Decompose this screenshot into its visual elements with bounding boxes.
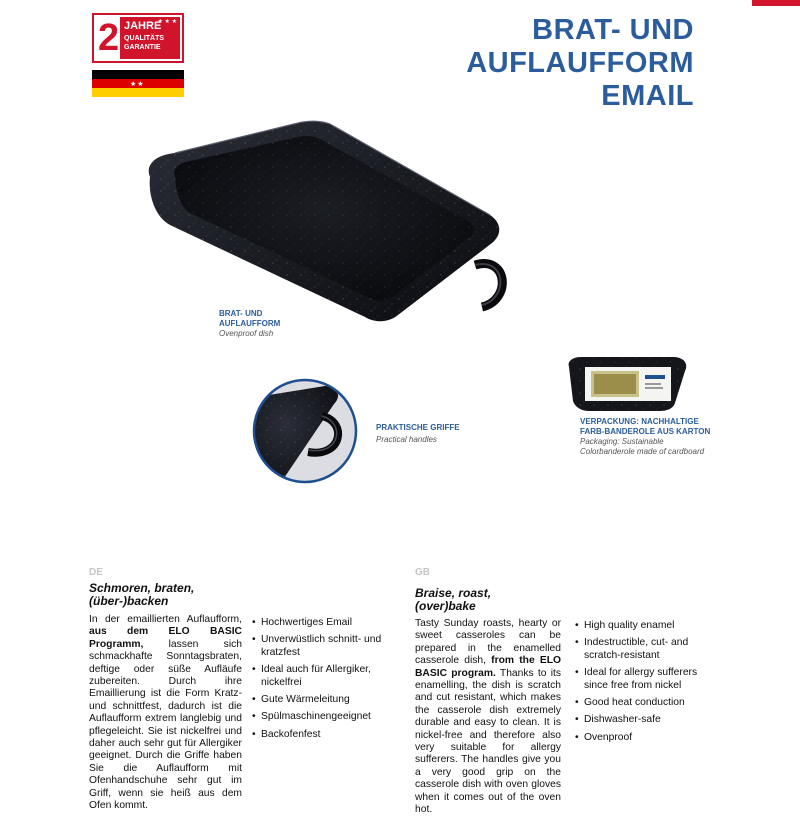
badge-guarantee-line: GARANTIE (124, 44, 161, 51)
de-feature-list (252, 617, 400, 746)
gb-body-post: Thanks to its enamelling, the dish is scratch and cut resistant, which makes the casserole dish extremely durable and easy to clean. It is nickel-free and therefore also very suitable for allergy sufferers. The handles give you a very good grip on the casserole dish with oven gloves when it comes out of the oven hot. (415, 667, 561, 816)
packaging-label-line-1: VERPACKUNG: NACHHALTIGE (580, 417, 699, 426)
flag-stripe-gold (92, 88, 184, 97)
lang-label-gb: GB (415, 567, 430, 578)
packaging-image (563, 353, 691, 413)
handles-caption (376, 423, 460, 445)
product-label-line-2: AUFLAUFFORM (219, 319, 281, 328)
gb-heading-line-2: (over)bake (415, 599, 476, 613)
de-feature-item: • Hochwertiges Email (252, 617, 400, 629)
corner-accent (752, 0, 800, 6)
de-feature-item: • Ideal auch für Allergiker, nickelfrei (252, 664, 400, 689)
title-line-3: EMAIL (601, 80, 694, 112)
product-caption (219, 309, 280, 339)
gb-feature-item: • Ovenproof (575, 732, 715, 744)
badge-stars-icon: ★ ★ ★ (157, 19, 177, 25)
product-caption-text: Ovenproof dish (219, 329, 274, 338)
gb-heading-line-1: Braise, roast, (415, 586, 492, 600)
lang-label-de: DE (89, 567, 103, 578)
packaging-caption (580, 417, 710, 457)
de-body-pre: In der emaillierten Auflaufform, (89, 614, 242, 625)
gb-feature-item: • High quality enamel (575, 620, 715, 632)
badge-years-label: JAHRE (124, 20, 162, 32)
title-line-1: BRAT- UND (532, 14, 694, 46)
packaging-label-line-2: FARB-BANDEROLE AUS KARTON (580, 427, 711, 436)
casserole-dish-image (130, 115, 520, 335)
badge-red-panel (120, 17, 180, 59)
handles-label: PRAKTISCHE GRIFFE (376, 423, 460, 432)
flag-stars-icon: ★★ (130, 81, 145, 88)
gb-body-text (415, 618, 561, 817)
gb-body-pre: Tasty Sunday roasts, hearty or sweet casseroles can be prepared in the enamelled casserole dish, (415, 618, 561, 667)
gb-heading (415, 587, 575, 613)
de-heading-line-2: (über-)backen (89, 594, 169, 608)
de-body-text (89, 614, 242, 813)
de-body-bold: aus dem ELO BASIC Programm, (89, 626, 242, 650)
gb-feature-item: • Indestructible, cut- and scratch-resistant (575, 637, 715, 662)
gb-feature-item: • Good heat conduction (575, 697, 715, 709)
badge-number: 2 (98, 17, 120, 59)
flag-stripe-black (92, 70, 184, 79)
title-line-2: AUFLAUFFORM (466, 47, 694, 79)
de-heading (89, 582, 249, 608)
gb-feature-item: • Dishwasher-safe (575, 714, 715, 726)
gb-feature-item: • Ideal for allergy sufferers since free from nickel (575, 667, 715, 692)
packaging-caption-line-1: Packaging: Sustainable (580, 437, 664, 446)
de-feature-item: • Gute Wärmeleitung (252, 694, 400, 706)
de-body-post: lassen sich schmackhafte Sonntagsbraten, deftige oder süße Aufläufe zubereiten. Durch ihre Emaillierung ist die Form Kratz- und schnittfest, dadurch ist die Auflaufform extrem langlebig und pflegeleicht. Sie ist nickelfrei und daher auch sehr gut für Allergiker geeignet. Durch die Griffe haben Sie die Auflaufform mit Ofenhandschuhe sehr gut im Griff, wenn sie heiß aus dem Ofen kommt. (89, 638, 242, 812)
packaging-caption-line-2: Colorbanderole made of cardboard (580, 447, 705, 456)
de-feature-item: • Spülmaschinengeeignet (252, 711, 400, 723)
gb-feature-list (575, 620, 715, 749)
gb-body-bold: from the ELO BASIC program. (415, 655, 562, 679)
product-label-line-1: BRAT- UND (219, 309, 263, 318)
badge-quality-line: QUALITÄTS (124, 35, 165, 42)
de-feature-item: • Unverwüstlich schnitt- und kratzfest (252, 634, 400, 659)
page-title (466, 14, 694, 113)
de-heading-line-1: Schmoren, braten, (89, 581, 195, 595)
handle-detail-image (250, 378, 360, 484)
guarantee-badge (92, 13, 184, 63)
de-feature-item: • Backofenfest (252, 729, 400, 741)
handles-caption-text: Practical handles (376, 435, 437, 444)
